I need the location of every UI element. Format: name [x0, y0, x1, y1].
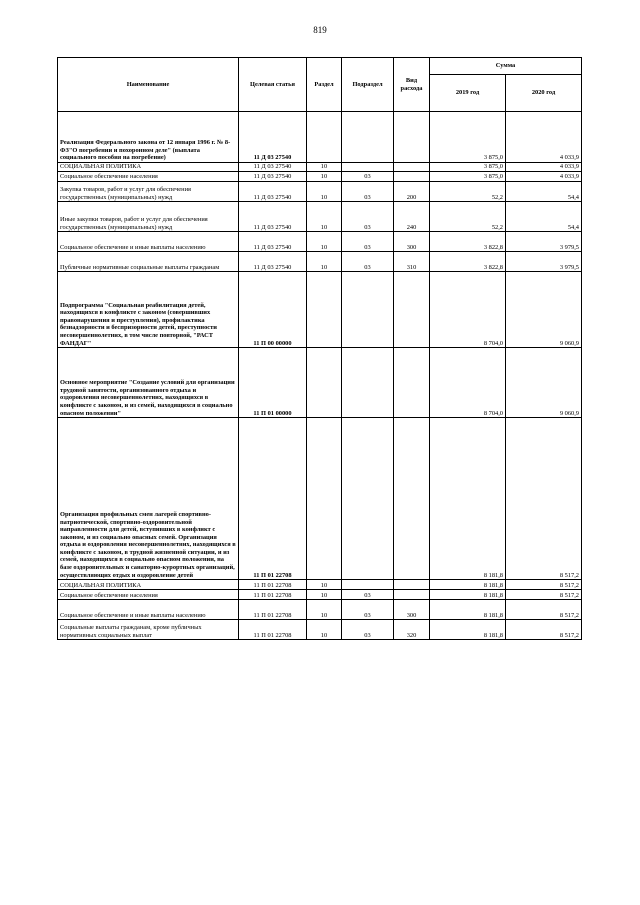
row-expense-type	[394, 580, 430, 590]
row-expense-type: 200	[394, 182, 430, 202]
row-expense-type	[394, 172, 430, 182]
row-sum-2019: 3 875,0	[430, 112, 506, 163]
row-sum-2020: 8 517,2	[506, 620, 582, 640]
table-row	[58, 620, 582, 640]
row-name: Социальное обеспечение и иные выплаты населению	[58, 600, 239, 620]
row-name: Публичные нормативные социальные выплаты гражданам	[58, 252, 239, 272]
budget-table	[57, 57, 582, 640]
row-sum-2020: 4 033,9	[506, 172, 582, 182]
row-sum-2019: 52,2	[430, 182, 506, 202]
header-sum: Сумма	[430, 58, 582, 75]
table-row	[58, 590, 582, 600]
table-row	[58, 348, 582, 418]
row-expense-type	[394, 163, 430, 172]
row-sum-2020: 8 517,2	[506, 580, 582, 590]
row-target-article: 11 П 01 22708	[239, 590, 307, 600]
row-sum-2019: 8 181,8	[430, 580, 506, 590]
row-sum-2019: 3 822,8	[430, 252, 506, 272]
row-sum-2020: 9 060,9	[506, 272, 582, 348]
row-sum-2020: 4 033,9	[506, 163, 582, 172]
row-sum-2020: 9 060,9	[506, 348, 582, 418]
table-row	[58, 232, 582, 252]
row-section: 10	[307, 580, 342, 590]
row-name: СОЦИАЛЬНАЯ ПОЛИТИКА	[58, 580, 239, 590]
row-sum-2020: 54,4	[506, 182, 582, 202]
row-expense-type: 240	[394, 202, 430, 232]
row-target-article: 11 П 01 22708	[239, 600, 307, 620]
row-section	[307, 418, 342, 580]
row-sum-2019: 8 181,8	[430, 620, 506, 640]
row-subsection: 03	[342, 620, 394, 640]
row-name: СОЦИАЛЬНАЯ ПОЛИТИКА	[58, 163, 239, 172]
row-name: Основное мероприятие "Создание условий для организации трудовой занятости, организованного отдыха и оздоровления несовершеннолетних, находящихся в конфликте с законом, и из семей, находящихся в социально опасном положении"	[58, 348, 239, 418]
row-name: Иные закупки товаров, работ и услуг для обеспечения государственных (муниципальных) нужд	[58, 202, 239, 232]
row-subsection	[342, 112, 394, 163]
table-row	[58, 418, 582, 580]
table-row	[58, 252, 582, 272]
row-section	[307, 112, 342, 163]
row-name: Подпрограмма "Социальная реабилитация детей, находящихся в конфликте с законом (совершивших правонарушения и преступления), профилактика безнадзорности и беспризорности детей, преступности несовершеннолетних, в том числе повторной, "РАСТ ФАНДАГ"	[58, 272, 239, 348]
row-name: Социальное обеспечение и иные выплаты населению	[58, 232, 239, 252]
row-sum-2020: 3 979,5	[506, 252, 582, 272]
table-row	[58, 600, 582, 620]
row-expense-type	[394, 590, 430, 600]
row-expense-type	[394, 348, 430, 418]
table-body	[58, 112, 582, 640]
row-sum-2020: 8 517,2	[506, 590, 582, 600]
row-section: 10	[307, 232, 342, 252]
row-subsection: 03	[342, 600, 394, 620]
row-sum-2020: 8 517,2	[506, 418, 582, 580]
table-row	[58, 163, 582, 172]
row-expense-type	[394, 272, 430, 348]
row-target-article: 11 Д 03 27540	[239, 163, 307, 172]
row-subsection: 03	[342, 590, 394, 600]
header-subsection: Подраздел	[342, 58, 394, 112]
row-sum-2019: 8 181,8	[430, 600, 506, 620]
row-section: 10	[307, 163, 342, 172]
row-target-article: 11 Д 03 27540	[239, 232, 307, 252]
row-sum-2020: 4 033,9	[506, 112, 582, 163]
row-expense-type	[394, 418, 430, 580]
row-expense-type: 310	[394, 252, 430, 272]
row-sum-2020: 3 979,5	[506, 232, 582, 252]
row-subsection: 03	[342, 172, 394, 182]
table-row	[58, 112, 582, 163]
row-name: Социальное обеспечение населения	[58, 590, 239, 600]
row-subsection	[342, 418, 394, 580]
row-section	[307, 348, 342, 418]
table-row	[58, 272, 582, 348]
row-section: 10	[307, 600, 342, 620]
row-target-article: 11 П 01 22708	[239, 580, 307, 590]
row-name: Реализация Федерального закона от 12 января 1996 г. № 8-ФЗ"О погребении и похоронном деле" (выплата социального пособия на погребение)	[58, 112, 239, 163]
table-row	[58, 202, 582, 232]
row-target-article: 11 П 01 00000	[239, 348, 307, 418]
row-expense-type	[394, 112, 430, 163]
row-target-article: 11 Д 03 27540	[239, 252, 307, 272]
row-target-article: 11 П 01 22708	[239, 418, 307, 580]
header-name: Наименование	[58, 58, 239, 112]
row-name: Социальные выплаты гражданам, кроме публичных нормативных социальных выплат	[58, 620, 239, 640]
row-target-article: 11 П 00 00000	[239, 272, 307, 348]
row-expense-type: 300	[394, 600, 430, 620]
row-expense-type: 320	[394, 620, 430, 640]
row-section: 10	[307, 172, 342, 182]
row-sum-2019: 8 181,8	[430, 590, 506, 600]
table-row	[58, 580, 582, 590]
row-name: Социальное обеспечение населения	[58, 172, 239, 182]
row-subsection: 03	[342, 202, 394, 232]
row-expense-type: 300	[394, 232, 430, 252]
row-subsection	[342, 272, 394, 348]
row-sum-2019: 8 181,8	[430, 418, 506, 580]
row-name: Организация профильных смен лагерей спортивно-патриотической, спортивно-оздоровительной направленности для детей, вступивших в конфликт с законом, и из социально опасных семей. Организация отдыха и оздоровления несовершеннолетних, находящихся в конфликте с законом, в трудной жизненной ситуации, и из семей, находящихся в социально опасном положении, на базе оздоровительных и санаторно-курортных организаций, осуществляющих отдых и оздоровление детей	[58, 418, 239, 580]
header-expense-type: Вид расхода	[394, 58, 430, 112]
row-sum-2020: 54,4	[506, 202, 582, 232]
row-target-article: 11 Д 03 27540	[239, 172, 307, 182]
row-target-article: 11 Д 03 27540	[239, 202, 307, 232]
header-year-2019: 2019 год	[430, 75, 506, 112]
row-sum-2019: 3 875,0	[430, 172, 506, 182]
row-section: 10	[307, 620, 342, 640]
header-year-2020: 2020 год	[506, 75, 582, 112]
row-sum-2020: 8 517,2	[506, 600, 582, 620]
row-sum-2019: 8 704,0	[430, 348, 506, 418]
row-subsection: 03	[342, 252, 394, 272]
row-section: 10	[307, 590, 342, 600]
row-target-article: 11 Д 03 27540	[239, 182, 307, 202]
row-subsection: 03	[342, 232, 394, 252]
row-section: 10	[307, 252, 342, 272]
row-sum-2019: 3 875,0	[430, 163, 506, 172]
header-target-article: Целевая статья	[239, 58, 307, 112]
header-section: Раздел	[307, 58, 342, 112]
row-subsection	[342, 163, 394, 172]
row-target-article: 11 Д 03 27540	[239, 112, 307, 163]
table-row	[58, 172, 582, 182]
row-sum-2019: 52,2	[430, 202, 506, 232]
row-subsection: 03	[342, 182, 394, 202]
row-section	[307, 272, 342, 348]
row-sum-2019: 3 822,8	[430, 232, 506, 252]
row-subsection	[342, 348, 394, 418]
row-target-article: 11 П 01 22708	[239, 620, 307, 640]
row-sum-2019: 8 704,0	[430, 272, 506, 348]
row-section: 10	[307, 182, 342, 202]
row-section: 10	[307, 202, 342, 232]
row-name: Закупка товаров, работ и услуг для обеспечения государственных (муниципальных) нужд	[58, 182, 239, 202]
page-number: 819	[313, 25, 327, 35]
row-subsection	[342, 580, 394, 590]
table-row	[58, 182, 582, 202]
